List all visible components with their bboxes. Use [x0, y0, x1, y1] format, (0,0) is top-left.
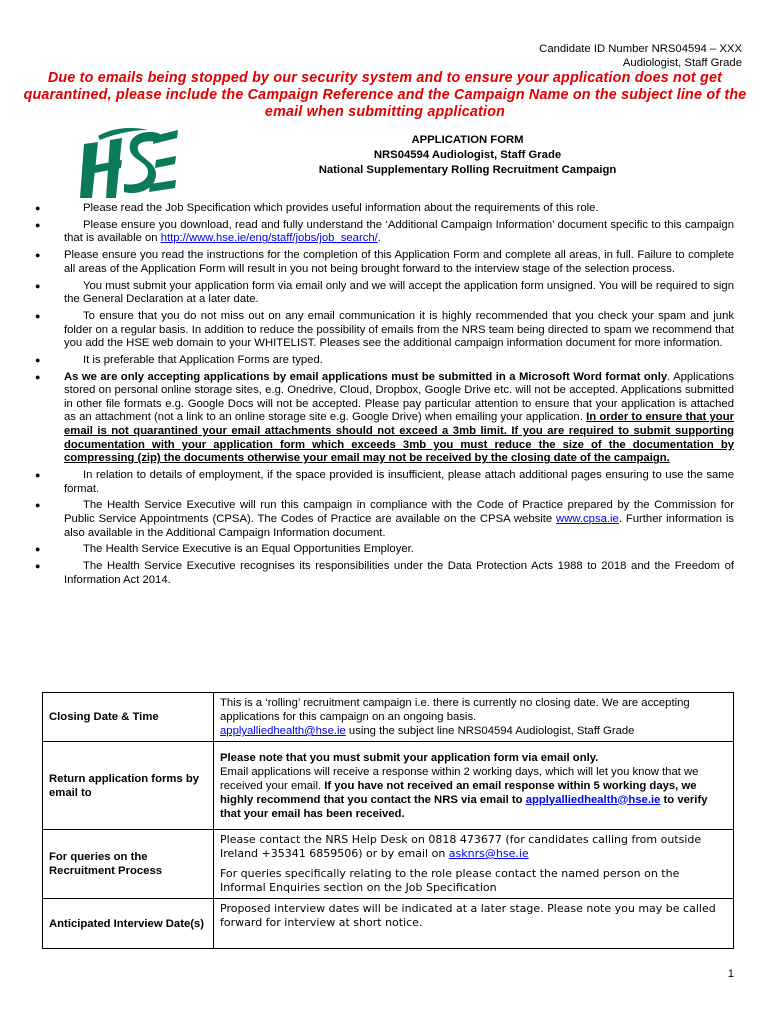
- response-text: Email applications will receive a response within 2 working days, which will let you know that we received your email.: [220, 765, 699, 792]
- bullet-text: You must submit your application form via email only and we will accept the application form unsigned. You will be required to sign the General Declaration at a later date.: [64, 279, 734, 306]
- table-row: [43, 899, 734, 949]
- bullet-icon: ●: [35, 544, 41, 555]
- list-item: [35, 499, 734, 540]
- bullet-text: . Applications stored on personal online storage sites, e.g. Onedrive, Cloud, Dropbox, Google Drive etc. will not be accepted. Applications submitted in other file formats e.g. Google Docs will not be accepted. Please pay particular attention to ensure that your application is attached as an attachment (not a link to an online storage site e.g. Google Drive) when emailing your application.: [64, 370, 734, 424]
- closing-date-text: This is a ‘rolling’ recruitment campaign i.e. there is currently no closing date. We are accepting applications for this campaign on an ongoing basis.: [220, 697, 690, 723]
- contact-nrs-text: If you have not received an email response within 5 working days, we highly recommend that you contact the NRS via email to: [220, 779, 697, 806]
- bullet-text: In relation to details of employment, if the space provided is insufficient, please attach additional pages ensuring to use the same format.: [64, 469, 734, 495]
- attachment-warning: In order to ensure that your email is not quarantined your email attachments should not exceed a 3mb limit. If you are required to submit supporting documentation with your application form which exceeds 3mb you must reduce the size of the documentation by compressing (zip) the documents otherwise your email may not be received by the closing date of the campaign.: [64, 411, 734, 465]
- list-item: [35, 543, 734, 557]
- cpsa-link[interactable]: www.cpsa.ie: [556, 512, 619, 525]
- return-forms-value: [214, 742, 734, 830]
- help-desk-text: Please contact the NRS Help Desk on 0818 473677 (for candidates calling from outside Ireland +35341 6859506) or by email on: [220, 833, 702, 860]
- bullet-icon: ●: [35, 219, 41, 230]
- form-title-line2: NRS04594 Audiologist, Staff Grade: [373, 149, 562, 161]
- candidate-id-line: Candidate ID Number NRS04594 – XXX: [539, 43, 742, 55]
- bullet-text: The Health Service Executive is an Equal Opportunities Employer.: [83, 543, 414, 556]
- form-title: [190, 133, 745, 178]
- bullet-text: .: [377, 232, 381, 245]
- list-item: [35, 560, 734, 587]
- role-line: Audiologist, Staff Grade: [622, 57, 742, 69]
- list-item: [35, 469, 734, 496]
- form-title-line1: APPLICATION FORM: [411, 134, 524, 146]
- subject-line-text: using the subject line NRS04594 Audiologist, Staff Grade: [345, 725, 635, 737]
- list-item: [35, 309, 734, 351]
- list-item: [35, 218, 734, 246]
- bullet-text: It is preferable that Application Forms are typed.: [83, 353, 323, 366]
- queries-value: [214, 830, 734, 899]
- verify-email-link[interactable]: applyalliedhealth@hse.ie: [525, 793, 661, 806]
- interview-dates-value: Proposed interview dates will be indicated at a later stage. Please note you may be called forward for interview at short notice.: [214, 899, 734, 949]
- bullet-icon: ●: [35, 371, 41, 382]
- instruction-list: [35, 202, 734, 591]
- apply-email-link[interactable]: applyalliedhealth@hse.ie: [220, 725, 346, 737]
- bullet-text: The Health Service Executive will run this campaign in compliance with the Code of Practice prepared by the Commission for Public Service Appointments (CPSA). The Codes of Practice are available on the CPSA website: [64, 499, 734, 525]
- informal-enquiries-text: For queries specifically relating to the role please contact the named person on the Informal Enquiries section on the Job Specification: [220, 867, 680, 894]
- closing-date-value: [214, 693, 734, 742]
- queries-label: For queries on the Recruitment Process: [43, 830, 214, 899]
- security-warning: Due to emails being stopped by our security system and to ensure your application does not get quarantined, please include the Campaign Reference and the Campaign Name on the subject line of the email when submitting application: [23, 70, 747, 120]
- list-item: [35, 370, 734, 466]
- form-title-line3: National Supplementary Rolling Recruitment Campaign: [318, 164, 617, 176]
- bullet-text: Please ensure you download, read and fully understand the ‘Additional Campaign Information’ document specific to this campaign that is available on: [64, 218, 734, 245]
- bullet-bold-text: As we are only accepting applications by email applications must be submitted in a Microsoft Word format only: [64, 370, 668, 383]
- application-info-table: [42, 692, 734, 949]
- table-row: [43, 693, 734, 742]
- bullet-icon: ●: [35, 310, 41, 321]
- table-row: [43, 830, 734, 899]
- bullet-text: . Further information is also available in the Additional Campaign Information document.: [64, 512, 734, 539]
- bullet-icon: ●: [35, 500, 41, 511]
- list-item: [35, 249, 734, 276]
- page-number: 1: [727, 968, 734, 980]
- bullet-text: Please ensure you read the instructions for the completion of this Application Form and complete all areas, in full. Failure to complete all areas of the Application Form will result in you not being brought forward to the interview stage of the selection process.: [64, 249, 734, 275]
- bullet-text: To ensure that you do not miss out on any email communication it is highly recommended that you check your spam and junk folder on a regular basis. In addition to reduce the possibility of emails from the NRS team being directed to spam we recommend that you add the HSE web domain to your WHITELIST. Pleases see the additional campaign information document for more information.: [64, 309, 734, 350]
- bullet-text: Please read the Job Specification which provides useful information about the requirements of this role.: [83, 202, 599, 214]
- interview-dates-label: Anticipated Interview Date(s): [43, 899, 214, 949]
- email-only-notice: Please note that you must submit your application form via email only.: [220, 751, 599, 764]
- bullet-icon: ●: [35, 354, 41, 365]
- bullet-icon: ●: [35, 561, 41, 572]
- bullet-text: The Health Service Executive recognises its responsibilities under the Data Protection Acts 1988 to 2018 and the Freedom of Information Act 2014.: [64, 560, 734, 586]
- bullet-icon: ●: [35, 250, 41, 261]
- bullet-icon: ●: [35, 470, 41, 480]
- table-row: [43, 742, 734, 830]
- return-forms-label: Return application forms by email to: [43, 742, 214, 830]
- bullet-icon: ●: [35, 280, 41, 291]
- list-item: [35, 279, 734, 307]
- bullet-icon: ●: [35, 203, 41, 213]
- job-search-link[interactable]: http://www.hse.ie/eng/staff/jobs/job_search/: [160, 232, 378, 245]
- list-item: [35, 353, 734, 368]
- closing-date-label: Closing Date & Time: [43, 693, 214, 742]
- asknrs-link[interactable]: asknrs@hse.ie: [448, 847, 529, 860]
- candidate-header: [539, 42, 742, 70]
- hse-logo: [78, 126, 180, 202]
- verify-text: to verify that your email has been received.: [220, 793, 708, 820]
- list-item: [35, 202, 734, 216]
